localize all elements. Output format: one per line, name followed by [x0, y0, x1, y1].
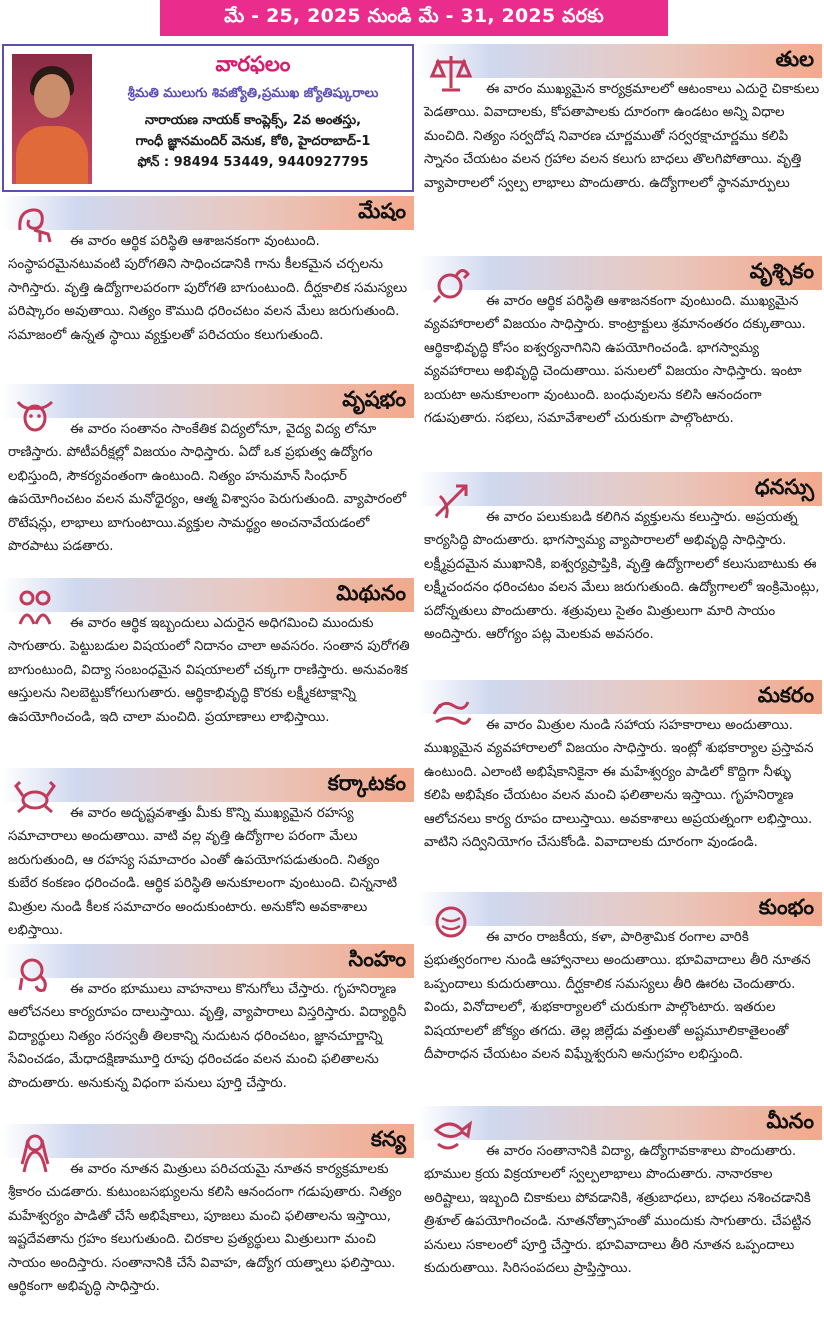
sign-section-makaram: [418, 680, 822, 890]
lion-icon: [10, 948, 60, 998]
makara-icon: [426, 684, 476, 734]
sign-text-makaram: ఈ వారం మిత్రుల నుండి సహాయ సహకారాలు అందుతాయి. ముఖ్యమైన వ్యవహారాలలో విజయం సాధిస్తారు. ఇంట్లో శుభకార్యాల ప్రస్తావన ఉంటుంది. ఎలాంటి అభిషేకానికైనా ఈ మహేశ్వర్యం పాడిలో కొద్దిగా నీళ్ళు కలిపి అభిషేకం చేయటం వలన మంచి ఫలితాలను ఇస్తాయి. గృహనిర్మాణ ఆలోచనలు కార్య రూపం దాలుస్తాయి. అవకాశాలు అప్రయత్నంగా లభిస్తాయి. వాటిని సద్వినియోగం చేసుకోండి. వివాదాలకు దూరంగా వుండండి.: [424, 718, 814, 851]
scales-icon: [426, 48, 476, 98]
sign-section-meenam: [418, 1106, 822, 1306]
address-line-1: నారాయణ నాయక్ కాంప్లెక్స్, 2వ అంతస్తు,: [144, 113, 362, 128]
sign-text-tula: ఈ వారం ముఖ్యమైన కార్యక్రమాలలో ఆటంకాలు ఎదురై చికాకులు పెడతాయి. వివాదాలకు, కోపతాపాలకు దూరంగా ఉండటం అన్ని విధాల మంచిది. నిత్యం సర్వదోష నివారణ చూర్ణముతో సర్వరక్షాచూర్ణము కలిపి స్నానం చేయటం వలన గ్రహాల వలన కలుగు బాధలు తొలగిపోతాయి. వృత్తి వ్యాపారాలలో స్వల్ప లాభాలు పొందుతారు. ఉద్యోగాలలో స్థానమార్పులు: [424, 82, 820, 191]
sign-name-simham: సింహం: [348, 946, 406, 971]
sign-text-karkatakam: ఈ వారం అదృష్టవశాత్తు మీకు కొన్ని ముఖ్యమైన రహస్య సమాచారాలు అందుతాయి. వాటి వల్ల వృత్తి ఉద్యోగాల పరంగా మేలు జరుగుతుంది, ఆ రహస్య సమాచారం ఎంతో ఉపయోగపడుతుంది. నిత్యం కుబేర కంకణం ధరించండి. ఆర్థిక పరిస్థితి అనుకూలంగా వుంటుంది. చిన్ననాటి మిత్రుల నుండి కీలక సమాచారం అందుకుంటారు. అనుకోని అవకాశాలు లభిస్తాయి.: [8, 806, 398, 939]
sign-name-mesham: మేషం: [358, 198, 406, 223]
archer-icon: [426, 476, 476, 526]
sign-text-kanya: ఈ వారం నూతన మిత్రులు పరిచయమై నూతన కార్యక్రమాలకు శ్రీకారం చుడతారు. కుటుంబసభ్యులను కలిసి ఆనందంగా గడుపుతారు. నిత్యం మహేశ్వర్యం పాడితో చేసే అభిషేకాలు, పూజలు మంచి ఫలితాలను ఇస్తాయి, ఇష్టదేవతాను గ్రహం కలుగుతుంది. చిరకాల ప్రత్యర్థులు మిత్రులుగా మంచి సాయం అందిస్తారు. సంతానానికి చేసే వివాహ, ఉద్యోగ యత్నాలు ఫలిస్తాయి. ఆర్థికంగా అభివృద్ధి సాధిస్తారు.: [8, 1162, 402, 1295]
maiden-icon: [10, 1128, 60, 1178]
sign-section-dhanussu: [418, 472, 822, 678]
scorpion-icon: [426, 260, 476, 310]
sign-text-meenam: ఈ వారం సంతానానికి విద్యా, ఉద్యోగావకాశాలు పొందుతారు. భూముల క్రయ విక్రయాలలో స్వల్పలాభాలు పొందుతారు. నానారకాల అరిష్టాలు, ఇబ్బంది చికాకులు పోవడానికి, శత్రుబాధలు, బాధలు నశించడానికి త్రిశూల్ ఉపయోగించండి. నూతనోత్సాహంతో ముందుకు సాగుతారు. చేపట్టిన పనులు సకాలంలో పూర్తి చేస్తారు. భూవివాదాలు తీరి నూతన ఒప్పందాలు కుదురుతాయి. సిరిసంపదలు ప్రాప్తిస్తాయి.: [424, 1144, 812, 1277]
sign-name-mithunam: మిథునం: [336, 580, 406, 605]
sign-section-karkatakam: [2, 768, 414, 942]
sign-text-mesham: ఈ వారం ఆర్థిక పరిస్థితి ఆశాజనకంగా వుంటుంది. సంస్థాపరమైనటువంటి పురోగతిని సాధించడానికి గాను కీలకమైన చర్చలను సాగిస్తారు. వృత్తి ఉద్యోగాలపరంగా పురోగతి బాగుంటుంది. దీర్ఘకాలిక సమస్యలు పరిష్కారం అవుతాయి. నిత్యం కౌముది ధరించటం వలన మేలు జరుగుతుంది. సమాజంలో ఉన్నత స్థాయి వ్యక్తులతో పరిచయం కలుగుతుంది.: [8, 234, 408, 343]
fish-icon: [426, 1110, 476, 1160]
sign-section-kumbham: [418, 892, 822, 1104]
right-column: [418, 44, 822, 1308]
sign-name-kanya: కన్య: [370, 1126, 406, 1151]
sign-section-simham: [2, 944, 414, 1122]
sign-name-dhanussu: ధనస్సు: [754, 474, 814, 499]
sign-text-vruschikam: ఈ వారం ఆర్థిక పరిస్థితి ఆశాజనకంగా వుంటుంది. ముఖ్యమైన వ్యవహారాలలో విజయం సాధిస్తారు. కాంట్రాక్టులు శ్రమానంతరం దక్కుతాయి. ఆర్థికాభివృద్ధి కోసం ఐశ్వర్యనాగినిని ఉపయోగించండి. భాగస్వామ్య వ్యవహారాలు అభివృద్ధి చెందుతాయి. పనులలో విజయం సాధిస్తారు. ఇంటా బయటా అనుకూలంగా వుంటుంది. బంధువులను కలిసి ఆనందంగా గడుపుతారు. సభలు, సమావేశాలలో చురుకుగా పాల్గొంటారు.: [424, 294, 806, 427]
sign-text-simham: ఈ వారం భూములు వాహనాలు కొనుగోలు చేస్తారు. గృహనిర్మాణ ఆలోచనలు కార్యరూపం దాలుస్తాయి. వృత్తి, వ్యాపారాలు విస్తరిస్తారు. విద్యార్థినీ విద్యార్థులు నిత్యం సరస్వతీ తిలకాన్ని నుదుటన ధరించటం, జ్ఞానచూర్ణాన్ని సేవించడం, మేధాదక్షిణామూర్తి రూపు ధరించడం వలన మంచి ఫలితాలను పొందుతారు. అనుకున్న విధంగా పనులు పూర్తి చేస్తారు.: [8, 982, 407, 1091]
bull-icon: [10, 388, 60, 438]
sign-text-dhanussu: ఈ వారం పలుకుబడి కలిగిన వ్యక్తులను కలుస్తారు. అప్రయత్న కార్యసిద్ధి పొందుతారు. భాగస్వామ్య వ్యాపారాలలో అభివృద్ధి సాధిస్తారు. లక్ష్మీప్రదమైన ముఖానికి, ఐశ్వర్యప్రాప్తికి, వృత్తి ఉద్యోగాలలో కలుసుబాటుకు ఈ లక్ష్మీచందనం ధరించటం వలన మేలు జరుగుతుంది. ఉద్యోగాలలో ఇంక్రిమెంట్లు, పదోన్నతులు పొందుతారు. శత్రువులు సైతం మిత్రులుగా మారి సాయం అందిస్తారు. ఆరోగ్యం పట్ల మెలకువ అవసరం.: [424, 510, 820, 643]
author-photo: [12, 54, 92, 184]
sign-name-vruschikam: వృశ్చికం: [749, 258, 814, 283]
sign-section-mithunam: [2, 578, 414, 766]
author-name: శ్రీమతి ములుగు శివజ్యోతి,ప్రముఖ జ్యోతిష్కురాలు: [127, 86, 379, 101]
sign-text-vrushabham: ఈ వారం సంతానం సాంకేతిక విద్యలోనూ, వైద్య విద్య లోనూ రాణిస్తారు. పోటీపరీక్షల్లో విజయం సాధిస్తారు. ఏదో ఒక ప్రభుత్వ ఉద్యోగం లభిస్తుంది, సౌకర్యవంతంగా ఉంటుంది. నిత్యం హనుమాన్ సింధూర్ ఉపయోగించటం వలన మనోధైర్యం, ఆత్మ విశ్వాసం పెరుగుతుంది. వ్యాపారంలో రొటేషన్లు, లాభాలు బాగుంటాయి.వ్యక్తుల సామర్థ్యం అంచనావేయడంలో పొరపాటు పడతారు.: [8, 422, 407, 555]
sign-name-meenam: మీనం: [766, 1108, 814, 1133]
left-column: [2, 44, 414, 1322]
sign-name-vrushabham: వృషభం: [342, 386, 406, 411]
sign-name-kumbham: కుంభం: [758, 894, 814, 919]
sign-section-vruschikam: [418, 256, 822, 470]
sign-name-makaram: మకరం: [757, 682, 814, 707]
sign-section-mesham: [2, 196, 414, 382]
date-range-banner: మే - 25, 2025 నుండి మే - 31, 2025 వరకు: [160, 0, 668, 36]
ram-icon: [10, 200, 60, 250]
sign-text-mithunam: ఈ వారం ఆర్థిక ఇబ్బందులు ఎదురైన అధిగమించి ముందుకు సాగుతారు. పెట్టుబడుల విషయంలో నిదానం చాలా అవసరం. సంతాన పురోగతి బాగుంటుంది, విద్యా సంబంధమైన విషయాలలో చక్కగా రాణిస్తారు. అనువంశిక ఆస్తులను నిలబెట్టుకోగలుగుతారు. ఆర్థికాభివృద్ధి కొరకు లక్ష్మీకటాక్షాన్ని ఉపయోగించండి, ఇది చాలా మంచిది. ప్రయాణాలు లాభిస్తాయి.: [8, 616, 410, 725]
water-pot-icon: [426, 896, 476, 946]
crab-icon: [10, 772, 60, 822]
sign-text-kumbham: ఈ వారం రాజకీయ, కళా, పారిశ్రామిక రంగాల వారికి ప్రభుత్వరంగాల నుండి ఆహ్వానాలు అందుతాయి. భూవివాదాలు తీరి నూతన ఒప్పందాలు కుదురుతాయి. దీర్ఘకాలిక సమస్యలు తీరి ఊరట చెందుతారు. విందు, వినోదాలలో, శుభకార్యాలలో చురుకుగా పాల్గొంటారు. ఇతరుల విషయాలలో జోక్యం తగదు. తెల్ల జిల్లేడు వత్తులతో అష్టమూలికాతైలంతో దీపారాధన చేయటం వలన విఘ్నేశ్వరుని అనుగ్రహం లభిస్తుంది.: [424, 930, 811, 1063]
phone-numbers: ఫోన్ : 98494 53449, 9440927795: [137, 155, 369, 170]
author-header: [2, 44, 414, 192]
twins-icon: [10, 582, 60, 632]
sign-section-tula: [418, 44, 822, 254]
sign-name-karkatakam: కర్కాటకం: [327, 770, 406, 795]
sign-section-vrushabham: [2, 384, 414, 576]
page-title: వారఫలం: [215, 52, 291, 76]
sign-section-kanya: [2, 1124, 414, 1320]
address-line-2: గాంధీ జ్ఞానమందిర్ వెనుక, కోఠి, హైదరాబాద్-1: [135, 134, 371, 149]
sign-name-tula: తుల: [775, 46, 814, 71]
